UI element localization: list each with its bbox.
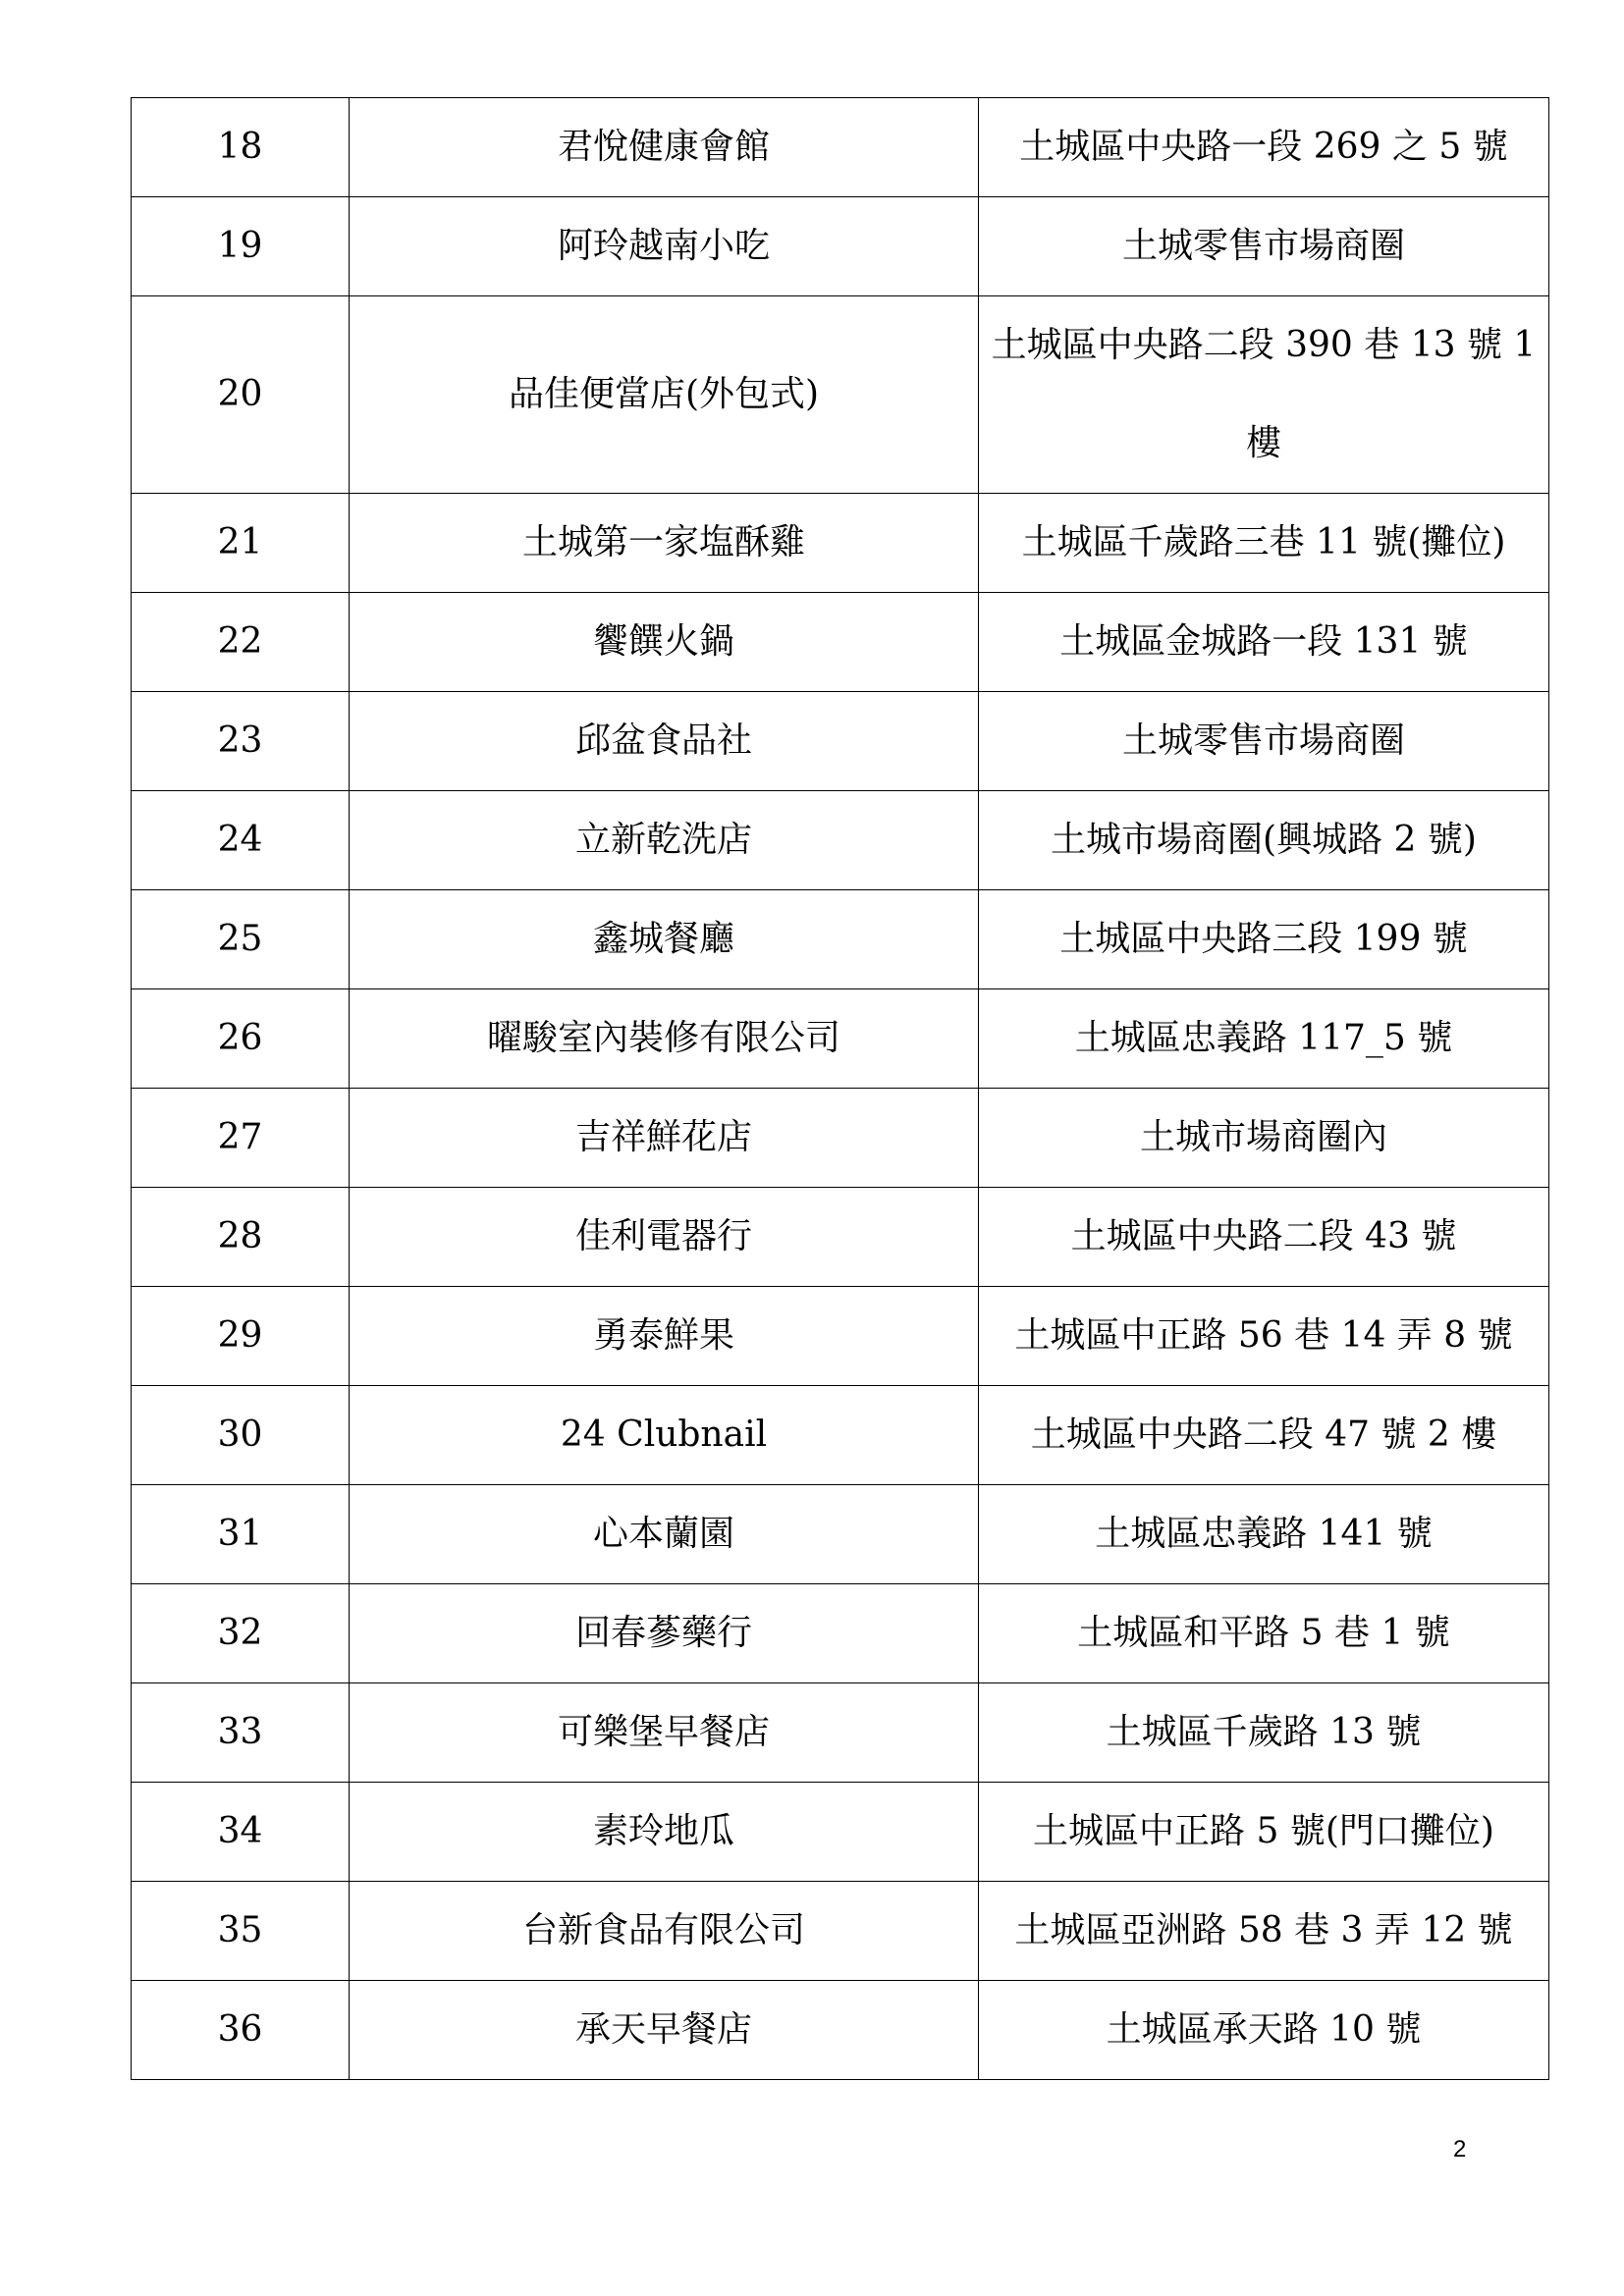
- table-row: [132, 1287, 1549, 1386]
- store-name: 回春蔘藥行: [350, 1584, 979, 1683]
- table-row: [132, 98, 1549, 197]
- row-number: 30: [132, 1386, 350, 1485]
- row-number: 32: [132, 1584, 350, 1683]
- table-row: [132, 1584, 1549, 1683]
- store-name: 吉祥鮮花店: [350, 1089, 979, 1188]
- store-name: 佳利電器行: [350, 1188, 979, 1287]
- store-name: 鑫城餐廳: [350, 890, 979, 989]
- table-row: [132, 791, 1549, 890]
- store-address: 土城區亞洲路 58 巷 3 弄 12 號: [979, 1882, 1549, 1981]
- row-number: 18: [132, 98, 350, 197]
- store-name: 品佳便當店(外包式): [350, 296, 979, 494]
- row-number: 31: [132, 1485, 350, 1584]
- store-address: 土城區忠義路 141 號: [979, 1485, 1549, 1584]
- row-number: 29: [132, 1287, 350, 1386]
- table-row: [132, 296, 1549, 494]
- table-row: [132, 1981, 1549, 2080]
- store-name: 台新食品有限公司: [350, 1882, 979, 1981]
- store-address: 土城區千歲路三巷 11 號(攤位): [979, 494, 1549, 593]
- store-address: 土城區中央路二段 43 號: [979, 1188, 1549, 1287]
- table-row: [132, 1683, 1549, 1783]
- store-name: 君悅健康會館: [350, 98, 979, 197]
- row-number: 23: [132, 692, 350, 791]
- store-address: 土城市場商圈(興城路 2 號): [979, 791, 1549, 890]
- store-address: 土城區千歲路 13 號: [979, 1683, 1549, 1783]
- row-number: 19: [132, 197, 350, 296]
- table-row: [132, 989, 1549, 1089]
- table-row: [132, 1089, 1549, 1188]
- store-address: 土城區中央路二段 390 巷 13 號 1 樓: [979, 296, 1549, 494]
- row-number: 25: [132, 890, 350, 989]
- store-name: 土城第一家塩酥雞: [350, 494, 979, 593]
- row-number: 26: [132, 989, 350, 1089]
- table-row: [132, 1485, 1549, 1584]
- page-number: 2: [1453, 2136, 1467, 2163]
- table-row: [132, 1882, 1549, 1981]
- table-row: [132, 1783, 1549, 1882]
- table-row: [132, 593, 1549, 692]
- store-address: 土城區承天路 10 號: [979, 1981, 1549, 2080]
- row-number: 21: [132, 494, 350, 593]
- row-number: 27: [132, 1089, 350, 1188]
- store-name: 曜駿室內裝修有限公司: [350, 989, 979, 1089]
- store-name: 可樂堡早餐店: [350, 1683, 979, 1783]
- store-name: 勇泰鮮果: [350, 1287, 979, 1386]
- store-address: 土城市場商圈內: [979, 1089, 1549, 1188]
- store-name: 素玲地瓜: [350, 1783, 979, 1882]
- store-name: 24 Clubnail: [350, 1386, 979, 1485]
- store-name: 饗饌火鍋: [350, 593, 979, 692]
- table-row: [132, 197, 1549, 296]
- store-address: 土城區和平路 5 巷 1 號: [979, 1584, 1549, 1683]
- store-name: 心本蘭園: [350, 1485, 979, 1584]
- store-address: 土城區忠義路 117_5 號: [979, 989, 1549, 1089]
- store-address: 土城區中正路 5 號(門口攤位): [979, 1783, 1549, 1882]
- store-address: 土城區中央路二段 47 號 2 樓: [979, 1386, 1549, 1485]
- row-number: 28: [132, 1188, 350, 1287]
- table-row: [132, 692, 1549, 791]
- row-number: 22: [132, 593, 350, 692]
- store-address: 土城區金城路一段 131 號: [979, 593, 1549, 692]
- store-address: 土城區中正路 56 巷 14 弄 8 號: [979, 1287, 1549, 1386]
- store-address: 土城零售市場商圈: [979, 692, 1549, 791]
- store-address: 土城零售市場商圈: [979, 197, 1549, 296]
- row-number: 24: [132, 791, 350, 890]
- store-address: 土城區中央路三段 199 號: [979, 890, 1549, 989]
- row-number: 36: [132, 1981, 350, 2080]
- row-number: 33: [132, 1683, 350, 1783]
- store-name: 立新乾洗店: [350, 791, 979, 890]
- row-number: 20: [132, 296, 350, 494]
- store-name: 阿玲越南小吃: [350, 197, 979, 296]
- store-list-table: [131, 97, 1549, 2080]
- store-address: 土城區中央路一段 269 之 5 號: [979, 98, 1549, 197]
- row-number: 34: [132, 1783, 350, 1882]
- table-row: [132, 494, 1549, 593]
- store-name: 邱盆食品社: [350, 692, 979, 791]
- table-row: [132, 1386, 1549, 1485]
- store-name: 承天早餐店: [350, 1981, 979, 2080]
- row-number: 35: [132, 1882, 350, 1981]
- table-row: [132, 890, 1549, 989]
- table-row: [132, 1188, 1549, 1287]
